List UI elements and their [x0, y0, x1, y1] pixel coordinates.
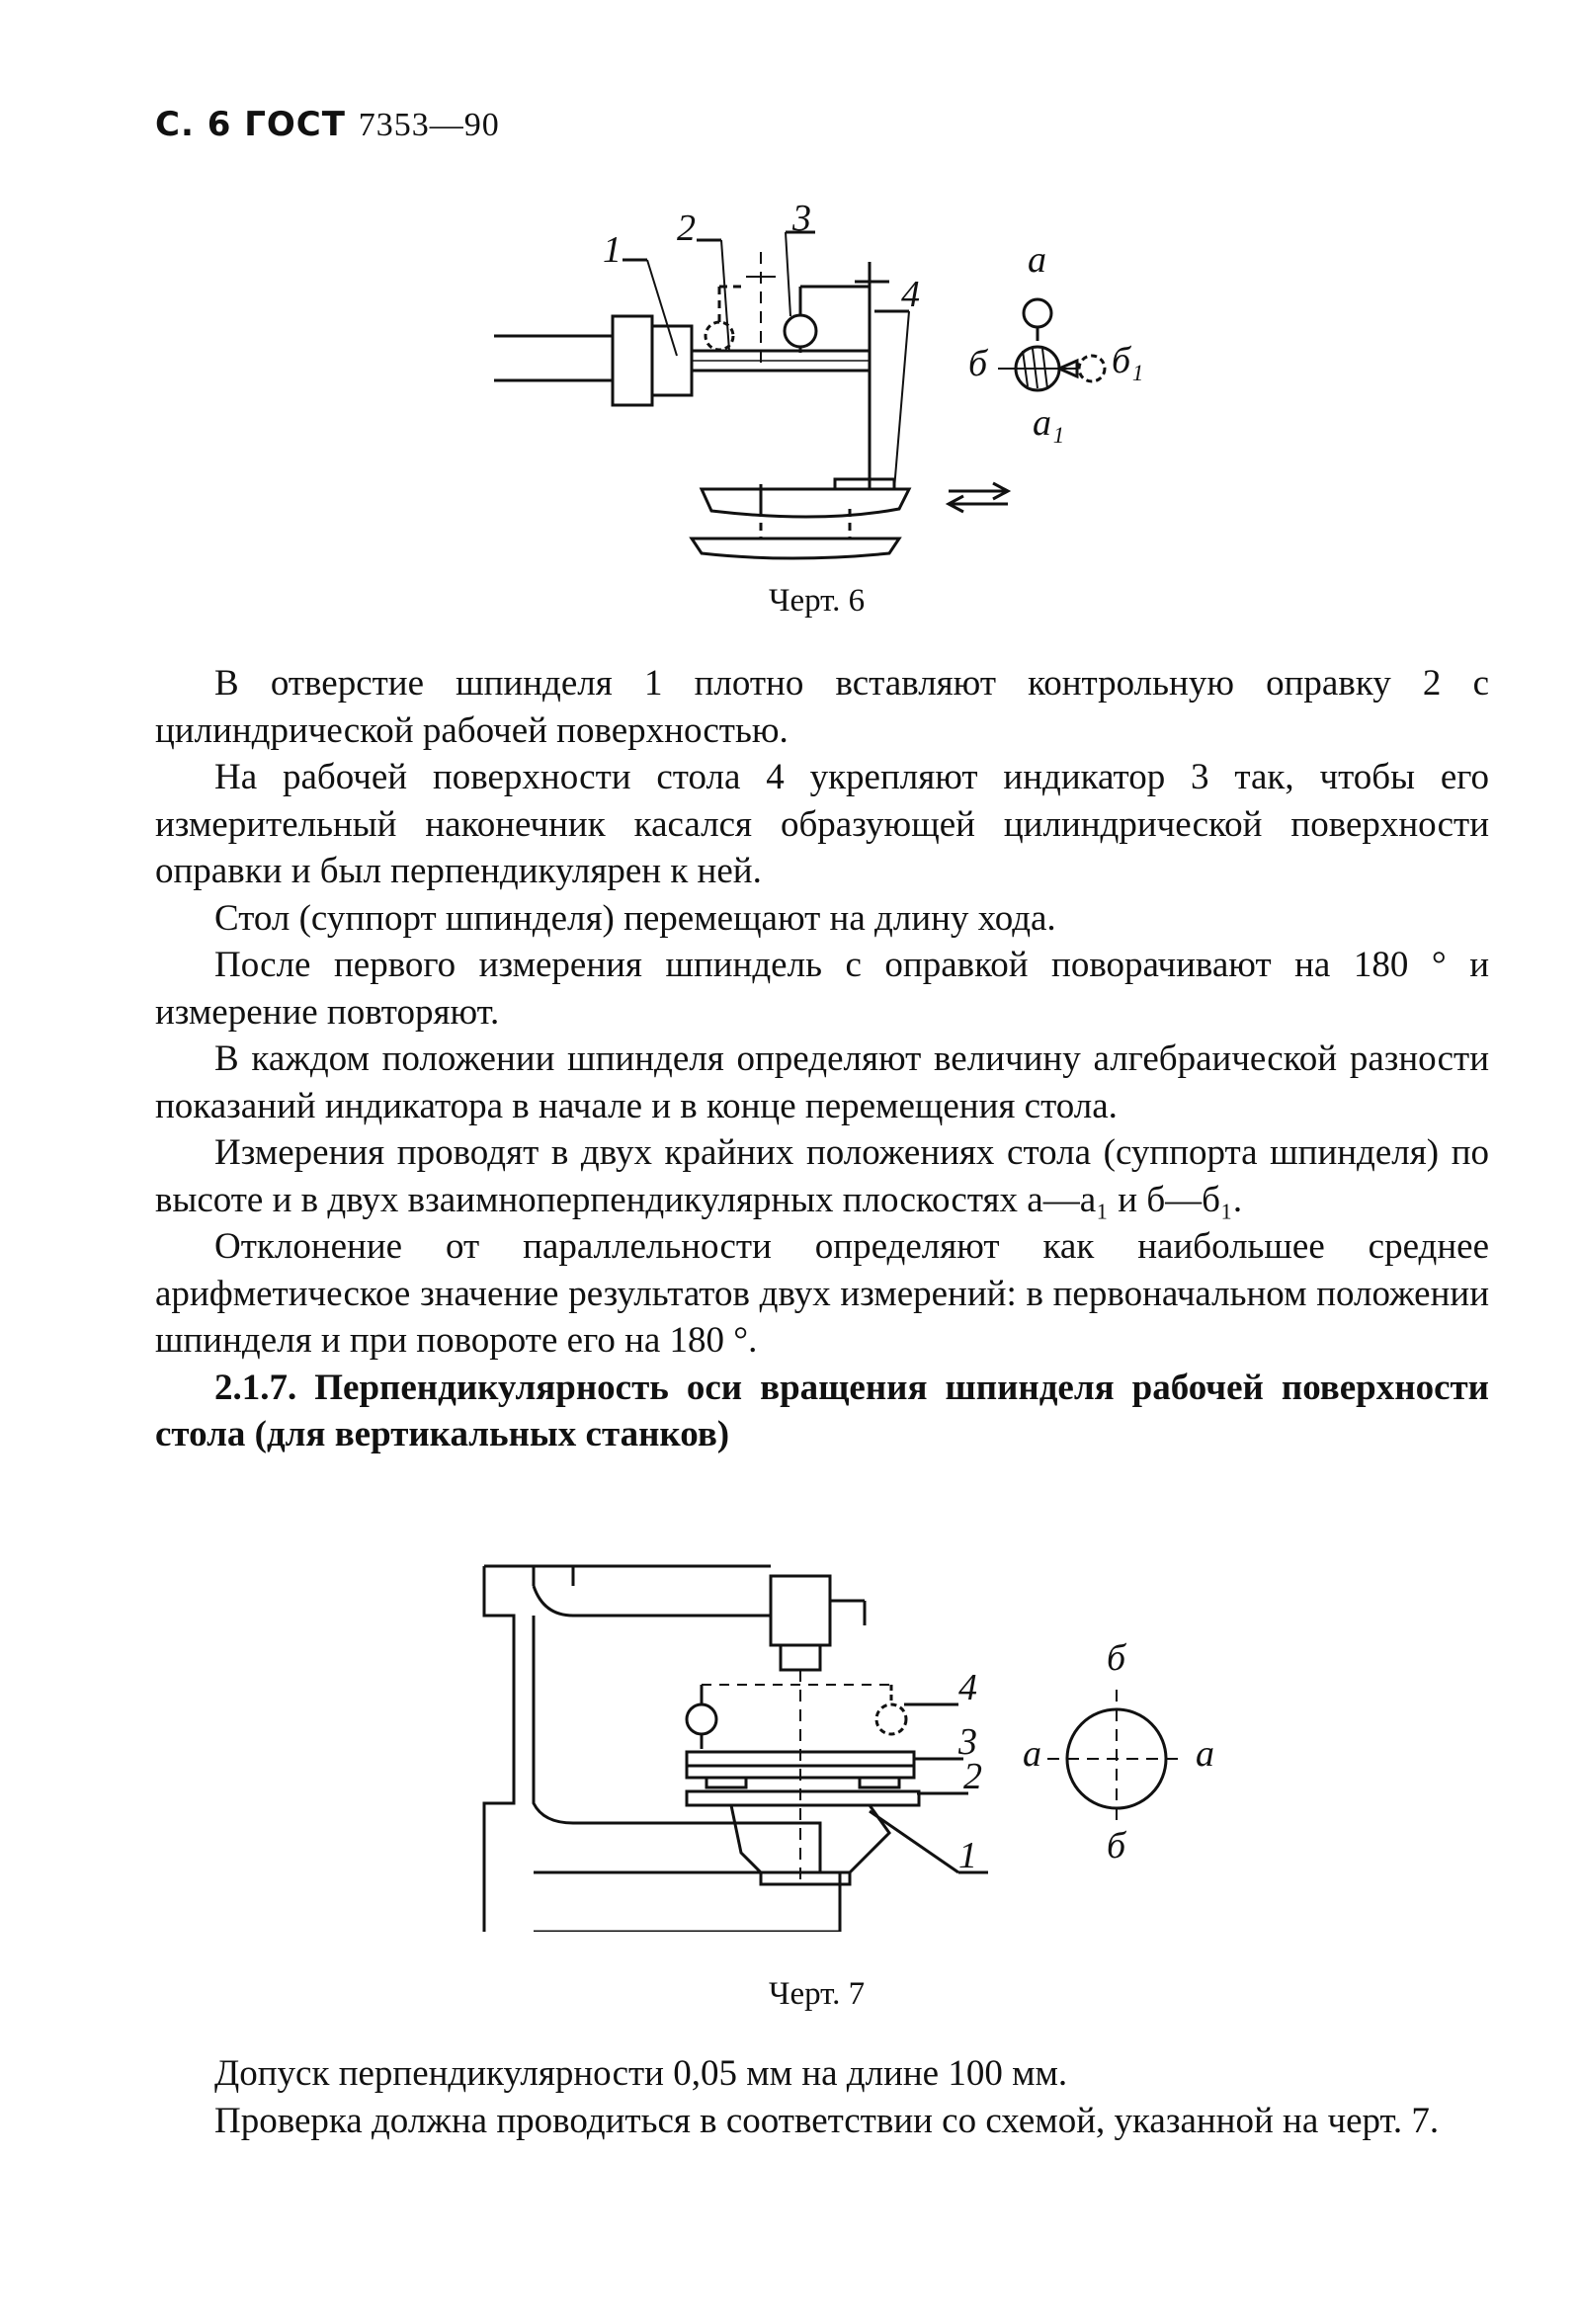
fig6-label-b1: б₁: [1112, 340, 1144, 381]
fig6-label-b: б: [968, 343, 988, 384]
fig6-label-3: 3: [792, 203, 811, 239]
paragraph: В отверстие шпинделя 1 плотно вставляют контрольную оправку 2 с цилиндрической рабочей поверхностью.: [155, 663, 1489, 751]
header-number: 7353—90: [358, 107, 500, 143]
page-header: [155, 105, 500, 144]
paragraph: Проверка должна проводиться в соответствии со схемой, указанной на черт. 7.: [214, 2100, 1440, 2141]
body-text-1: [155, 660, 1489, 1458]
header-prefix: С. 6 ГОСТ: [155, 105, 346, 144]
fig7-label-b-bottom: б: [1107, 1825, 1126, 1867]
section-heading: 2.1.7. Перпендикулярность оси вращения шпинделя рабочей поверхности стола (для вертикальных станков): [155, 1367, 1489, 1454]
paragraph: Отклонение от параллельности определяют как наибольшее среднее арифметическое значение результатов двух измерений: в первоначальном положении шпинделя и при повороте его на 180 °.: [155, 1226, 1489, 1361]
fig7-label-1: 1: [958, 1835, 977, 1876]
body-text-2: [155, 2050, 1489, 2144]
fig7-label-4: 4: [958, 1667, 977, 1708]
fig7-label-3: 3: [958, 1721, 977, 1763]
figure-7-caption: Черт. 7: [769, 1976, 866, 2012]
figure-6-drawing: [474, 203, 1166, 563]
fig6-label-1: 1: [603, 229, 622, 271]
fig6-label-a1: a₁: [1033, 402, 1065, 444]
figure-6-caption: Черт. 6: [769, 583, 866, 619]
paragraph: Допуск перпендикулярности 0,05 мм на длине 100 мм.: [214, 2053, 1068, 2094]
fig7-label-a-left: a: [1023, 1733, 1041, 1775]
fig7-label-2: 2: [963, 1756, 982, 1797]
fig6-label-a: a: [1028, 239, 1046, 281]
paragraph: Измерения проводят в двух крайних положениях стола (суппорта шпинделя) по высоте и в двух взаимноперпендикулярных плоскостях a—a₁ и б—б₁.: [155, 1132, 1489, 1220]
paragraph: Стол (суппорт шпинделя) перемещают на длину хода.: [214, 897, 1056, 939]
paragraph: На рабочей поверхности стола 4 укрепляют индикатор 3 так, чтобы его измерительный наконечник касался образующей цилиндрической поверхности оправки и был перпендикулярен к ней.: [155, 757, 1489, 891]
fig6-label-4: 4: [901, 274, 920, 315]
fig6-label-2: 2: [677, 208, 696, 249]
fig7-label-b-top: б: [1107, 1637, 1126, 1679]
fig7-label-a-right: a: [1196, 1733, 1214, 1775]
paragraph: В каждом положении шпинделя определяют величину алгебраической разности показаний индикатора в начале и в конце перемещения стола.: [155, 1038, 1489, 1126]
paragraph: После первого измерения шпиндель с оправкой поворачивают на 180 ° и измерение повторяют.: [155, 945, 1489, 1033]
figure-7-drawing: [474, 1556, 1225, 1932]
